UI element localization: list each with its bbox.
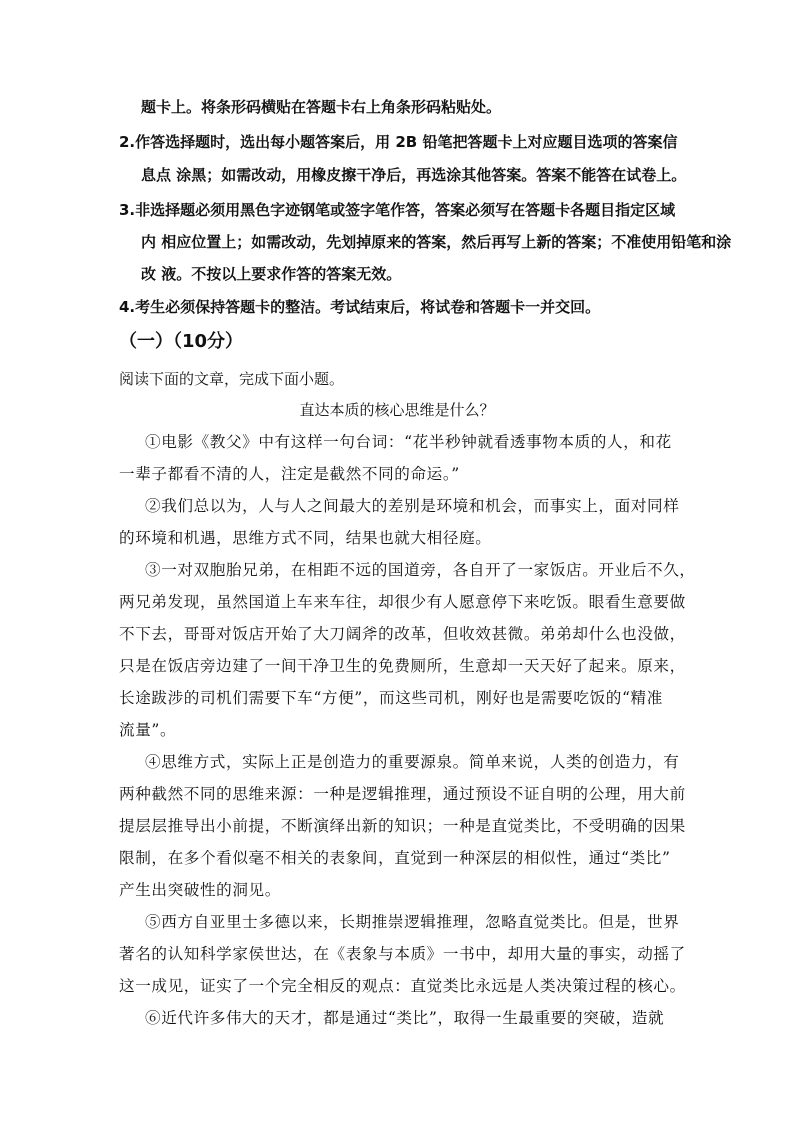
instruction-line: 3.非选择题必须用黑色字迹钢笔或签字笔作答，答案必须写在答题卡各题目指定区域	[119, 201, 676, 219]
instruction-line: 改 液。不按以上要求作答的答案无效。	[141, 265, 402, 283]
article-line: ②我们总以为，人与人之间最大的差别是环境和机会，而事实上，面对同样	[145, 497, 680, 515]
article-line: 两种截然不同的思维来源：一种是逻辑推理，通过预设不证自明的公理，用大前	[119, 785, 686, 803]
article-line: ③一对双胞胎兄弟，在相距不远的国道旁，各自开了一家饭店。开业后不久，	[145, 561, 696, 579]
article-line: ①电影《教父》中有这样一句台词：“花半秒钟就看透事物本质的人，和花	[145, 433, 672, 451]
article-line: 只是在饭店旁边建了一间干净卫生的免费厕所，生意却一天天好了起来。原来，	[119, 657, 686, 675]
article-line: ④思维方式，实际上正是创造力的重要源泉。简单来说，人类的创造力，有	[145, 753, 680, 771]
article-line: 流量”。	[119, 721, 177, 739]
instruction-line: 息点 涂黑；如需改动，用橡皮擦干净后，再选涂其他答案。答案不能答在试卷上。	[141, 166, 687, 184]
instruction-line: 内 相应位置上；如需改动，先划掉原来的答案，然后再写上新的答案；不准使用铅笔和涂	[141, 233, 732, 251]
article-line: 著名的认知科学家侯世达，在《表象与本质》一书中，却用大量的事实，动摇了	[119, 945, 686, 963]
article-line: 限制，在多个看似毫不相关的表象间，直觉到一种深层的相似性，通过“类比”	[119, 849, 671, 867]
section-heading: （一）（10分）	[119, 331, 244, 352]
instruction-line: 2.作答选择题时，选出每小题答案后，用 2B 铅笔把答题卡上对应题目选项的答案信	[119, 133, 678, 151]
article-title: 直达本质的核心思维是什么？	[299, 401, 495, 419]
article-line: ⑥近代许多伟大的天才，都是通过“类比”，取得一生最重要的突破，造就	[145, 1009, 665, 1027]
instruction-line: 题卡上。将条形码横贴在答题卡右上角条形码粘贴处。	[141, 98, 502, 116]
article-line: 两兄弟发现，虽然国道上车来车往，却很少有人愿意停下来吃饭。眼看生意要做	[119, 593, 686, 611]
question-lead-in: 阅读下面的文章，完成下面小题。	[119, 370, 345, 388]
instruction-line: 4.考生必须保持答题卡的整洁。考试结束后，将试卷和答题卡一并交回。	[119, 298, 601, 316]
article-line: ⑤西方自亚里士多德以来，长期推崇逻辑推理，忽略直觉类比。但是，世界	[145, 913, 680, 931]
article-line: 的环境和机遇，思维方式不同，结果也就大相径庭。	[119, 529, 492, 547]
article-line: 不下去，哥哥对饭店开始了大刀阔斧的改革，但收效甚微。弟弟却什么也没做，	[119, 625, 686, 643]
article-line: 一辈子都看不清的人，注定是截然不同的命运。”	[119, 465, 460, 483]
article-line: 提层层推导出小前提，不断演绎出新的知识；一种是直觉类比，不受明确的因果	[119, 817, 686, 835]
article-line: 产生出突破性的洞见。	[119, 881, 281, 899]
article-line: 长途跋涉的司机们需要下车“方便”，而这些司机，刚好也是需要吃饭的“精准	[119, 689, 663, 707]
article-line: 这一成见，证实了一个完全相反的观点：直觉类比永远是人类决策过程的核心。	[119, 977, 686, 995]
